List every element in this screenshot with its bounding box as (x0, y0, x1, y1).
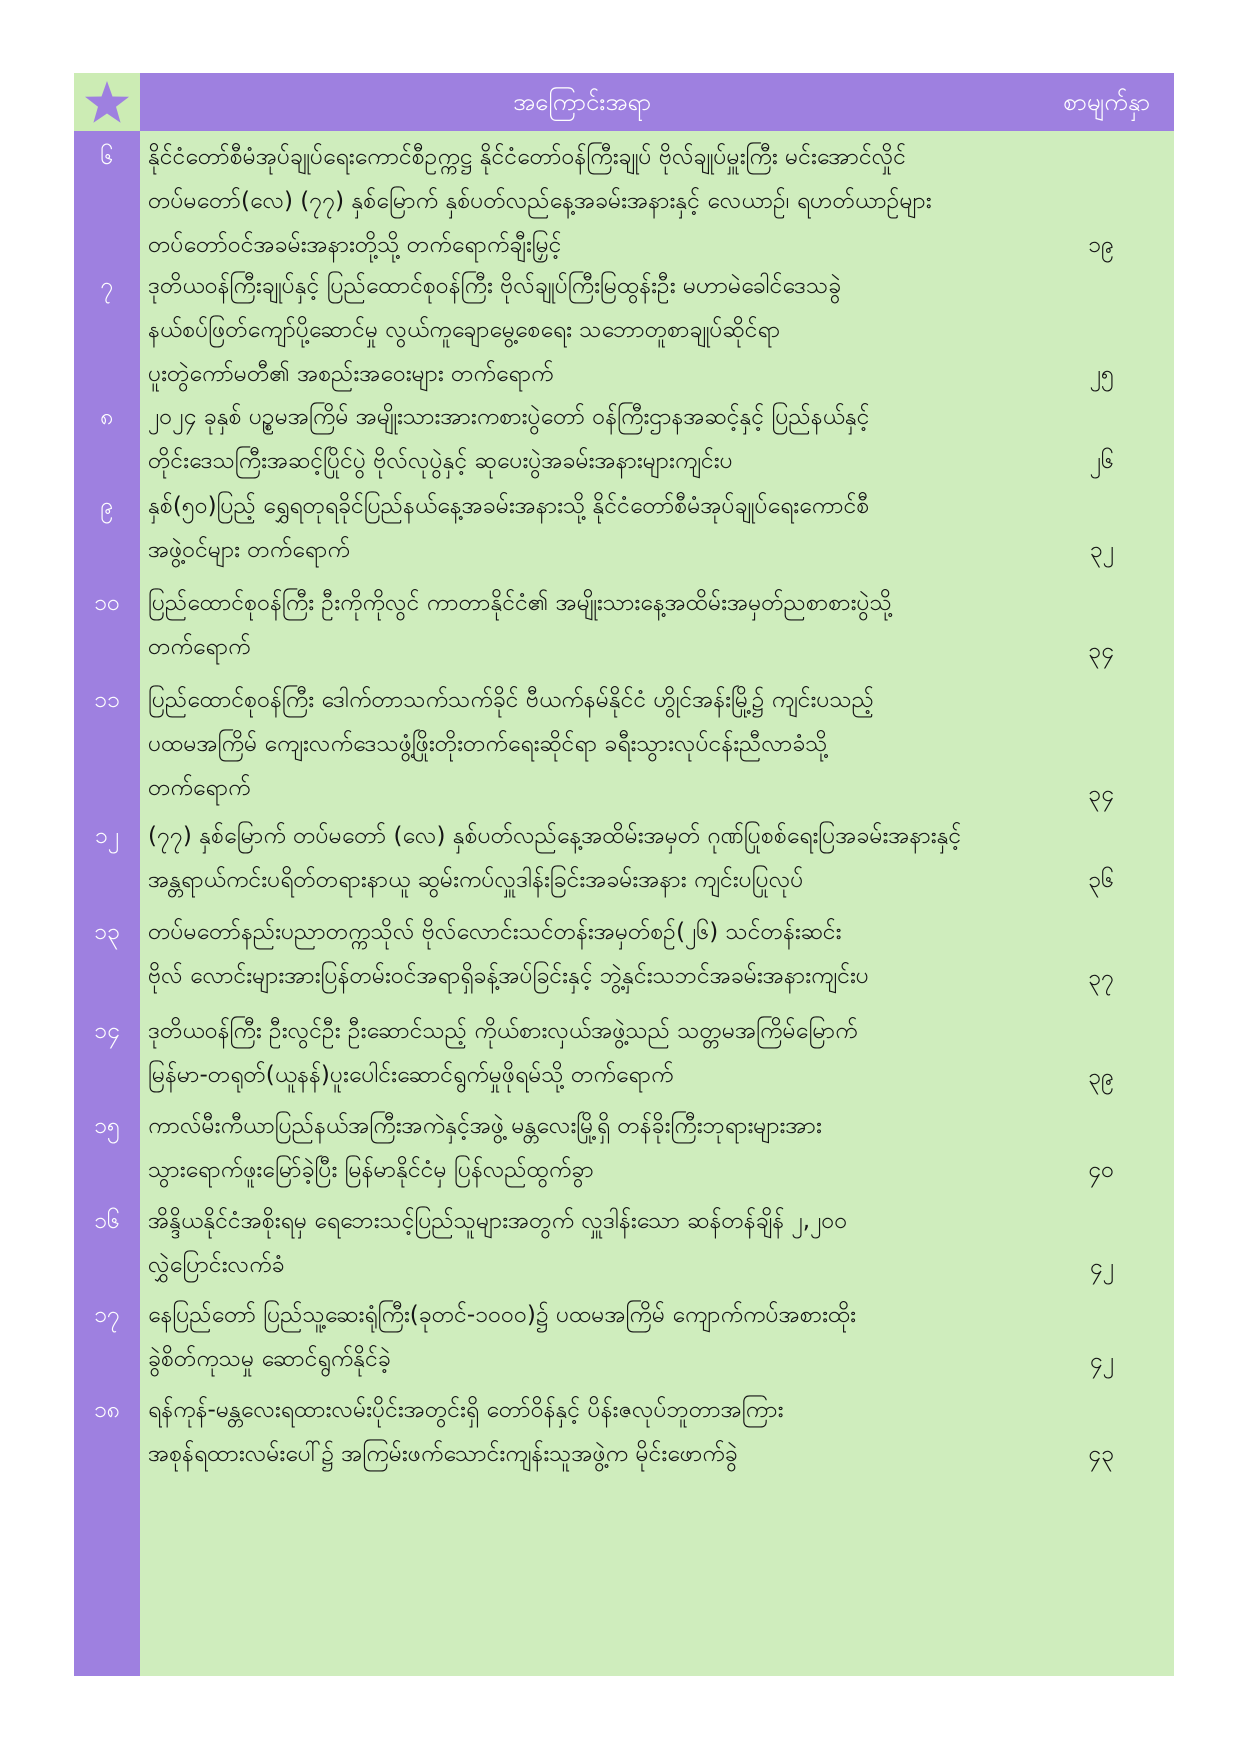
entry-page: ၁၉ (1088, 232, 1114, 258)
entry-number: ၁၂ (94, 823, 120, 849)
entry-number: ၁၈ (93, 1397, 121, 1423)
entry-number: ၇ (100, 273, 114, 299)
entry-page: ၂၅ (1089, 361, 1114, 387)
header-star-cell (74, 73, 140, 131)
entry-page: ၃၉ (1088, 1064, 1114, 1090)
entry-title: ကာလ်မီးကီယာပြည်နယ်အကြီးအကဲနှင့်အဖွဲ့ မန္တလေးမြို့ရှိ တန်ခိုးကြီးဘုရားများအား သွားရောက်ဖူးမြော်ခဲ့ပြီး မြန်မာနိုင်ငံမှ ပြန်လည်ထွက်ခွာ (148, 1113, 822, 1183)
header-row (74, 73, 1174, 131)
entry-title: တပ်မတော်နည်းပညာတက္ကသိုလ် ဗိုလ်လောင်းသင်တန်းအမှတ်စဉ်(၂၆) သင်တန်းဆင်း ဗိုလ် လောင်းများအားပြန်တမ်းဝင်အရာရှိခန့်အပ်ခြင်းနှင့် ဘွဲ့နှင်းသဘင်အခမ်းအနားကျင်းပ (148, 919, 869, 989)
entry-page: ၃၂ (1089, 537, 1114, 563)
header-title: အကြောင်းအရာ (513, 88, 651, 116)
entry-number: ၁၄ (94, 1018, 120, 1044)
entry-number: ၁၁ (94, 687, 120, 713)
entry-page: ၄၂ (1089, 1348, 1114, 1374)
entry-title: ဒုတိယဝန်ကြီး ဦးလွင်ဦး ဦးဆောင်သည့် ကိုယ်စားလှယ်အဖွဲ့သည် သတ္တမအကြိမ်မြောက် မြန်မာ-တရုတ်(ယူနန်)ပူးပေါင်းဆောင်ရွက်မှုဖိုရမ်သို့ တက်ရောက် (148, 1018, 858, 1088)
entry-page: ၃၄ (1088, 781, 1114, 807)
entry-page: ၃၄ (1088, 638, 1114, 664)
entry-number: ၆ (100, 144, 114, 170)
entry-page: ၄၂ (1089, 1254, 1114, 1280)
entry-page: ၃၆ (1088, 867, 1114, 893)
entry-title: အိန္ဒိယနိုင်ငံအစိုးရမှ ရေဘေးသင့်ပြည်သူများအတွက် လှူဒါန်းသော ဆန်တန်ချိန် ၂,၂၀၀ လွှဲပြောင်းလက်ခံ (148, 1208, 848, 1278)
entry-page: ၃၇ (1088, 965, 1114, 991)
entry-title: ဒုတိယဝန်ကြီးချုပ်နှင့် ပြည်ထောင်စုဝန်ကြီး ဗိုလ်ချုပ်ကြီးမြထွန်းဦး မဟာမဲခေါင်ဒေသခွဲ နယ်စပ်ဖြတ်ကျော်ပို့ဆောင်မှု လွယ်ကူချောမွေ့စေရေး သဘောတူစာချုပ်ဆိုင်ရာ ပူးတွဲကော်မတီ၏ အစည်းအဝေးများ တက်ရောက် (148, 273, 842, 387)
entry-page: ၄၀ (1088, 1157, 1114, 1183)
entry-title: နှစ်(၅၀)ပြည့် ရွှေရတုရခိုင်ပြည်နယ်နေ့အခမ်းအနားသို့ နိုင်ငံတော်စီမံအုပ်ချုပ်ရေးကောင်စီ အဖွဲ့ဝင်များ တက်ရောက် (148, 493, 870, 563)
entry-number: ၈ (100, 404, 114, 430)
entry-title: ရန်ကုန်-မန္တလေးရထားလမ်းပိုင်းအတွင်းရှိ တော်ဝိန်နှင့် ပိန်းဇလုပ်ဘူတာအကြား အစုန်ရထားလမ်းပေါ်၌ အကြမ်းဖက်သောင်းကျန်းသူအဖွဲ့က မိုင်းဖောက်ခွဲ (148, 1397, 784, 1467)
entry-number: ၉ (100, 493, 114, 519)
entry-title: (၇၇) နှစ်မြောက် တပ်မတော် (လေ) နှစ်ပတ်လည်နေ့အထိမ်းအမှတ် ဂုဏ်ပြုစစ်ရေးပြအခမ်းအနားနှင့် အန္တရာယ်ကင်းပရိတ်တရားနာယူ ဆွမ်းကပ်လှူဒါန်းခြင်းအခမ်းအနား ကျင်းပပြုလုပ် (148, 823, 962, 893)
number-column (74, 73, 140, 1676)
entry-page: ၄၃ (1088, 1441, 1114, 1467)
table-of-contents (74, 73, 1174, 1676)
entry-title: ပြည်ထောင်စုဝန်ကြီး ဦးကိုကိုလွင် ကာတာနိုင်ငံ၏ အမျိုးသားနေ့အထိမ်းအမှတ်ညစာစားပွဲသို့ တက်ရောက် (148, 590, 892, 660)
entry-title: ပြည်ထောင်စုဝန်ကြီး ဒေါက်တာသက်သက်ခိုင် ဗီယက်နမ်နိုင်ငံ ဟွိုင်အန်းမြို့၌ ကျင်းပသည့် ပထမအကြိမ် ကျေးလက်ဒေသဖွံ့ဖြိုးတိုးတက်ရေးဆိုင်ရာ ခရီးသွားလုပ်ငန်းညီလာခံသို့ တက်ရောက် (148, 687, 874, 801)
entry-title: နိုင်ငံတော်စီမံအုပ်ချုပ်ရေးကောင်စီဥက္ကဋ္ဌ နိုင်ငံတော်ဝန်ကြီးချုပ် ဗိုလ်ချုပ်မှူးကြီး မင်းအောင်လှိုင် တပ်မတော်(လေ) (၇၇) နှစ်မြောက် နှစ်ပတ်လည်နေ့အခမ်းအနားနှင့် လေယာဉ်၊ ရဟတ်ယာဉ်များ တပ်တော်ဝင်အခမ်းအနားတို့သို့ တက်ရောက်ချီးမြှင့် (148, 144, 932, 258)
header-page-label: စာမျက်နှာ (1063, 88, 1150, 116)
entry-number: ၁၀ (94, 590, 120, 616)
entry-number: ၁၅ (94, 1113, 120, 1139)
entry-number: ၁၃ (94, 919, 120, 945)
entry-title: ၂၀၂၄ ခုနှစ် ပဉ္စမအကြိမ် အမျိုးသားအားကစားပွဲတော် ဝန်ကြီးဌာနအဆင့်နှင့် ပြည်နယ်နှင့် တိုင်းဒေသကြီးအဆင့်ပြိုင်ပွဲ ဗိုလ်လုပွဲနှင့် ဆုပေးပွဲအခမ်းအနားများကျင်းပ (148, 404, 870, 474)
entry-title: နေပြည်တော် ပြည်သူ့ဆေးရုံကြီး(ခုတင်-၁၀၀၀)၌ ပထမအကြိမ် ကျောက်ကပ်အစားထိုး ခွဲစိတ်ကုသမှု ဆောင်ရွက်နိုင်ခဲ့ (148, 1302, 857, 1372)
entry-number: ၁၆ (94, 1208, 120, 1234)
entry-number: ၁၇ (94, 1302, 120, 1328)
star-icon (84, 80, 130, 124)
entry-page: ၂၆ (1089, 448, 1114, 474)
